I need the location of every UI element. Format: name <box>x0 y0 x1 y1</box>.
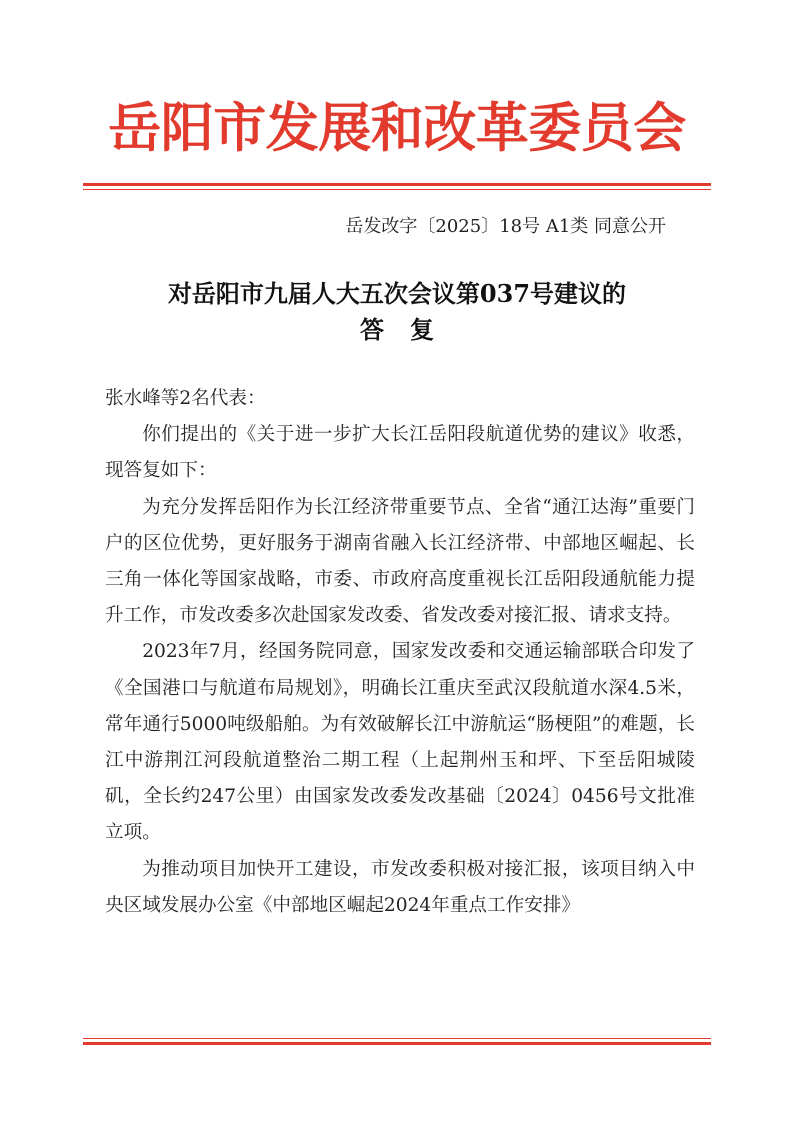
letterhead-title: 岳阳市发展和改革委员会 <box>108 97 686 159</box>
document-title <box>0 276 794 348</box>
document-body <box>105 381 695 924</box>
document-title-line-2: 答复 <box>360 315 460 344</box>
document-title-line-1: 对岳阳市九届人大五次会议第037号建议的 <box>167 279 627 308</box>
document-number: 岳发改字〔2025〕18号 A1类 同意公开 <box>345 216 666 237</box>
body-paragraph: 你们提出的《关于进一步扩大长江岳阳段航道优势的建议》收悉，现答复如下： <box>105 424 695 482</box>
salutation: 张水峰等2名代表： <box>105 388 266 409</box>
footer-red-rule-thin <box>83 1038 711 1039</box>
letterhead-red-rule-thick <box>83 183 711 186</box>
body-paragraph: 为充分发挥岳阳作为长江经济带重要节点、全省“通江达海”重要门户的区位优势，更好服务于湖南省融入长江经济带、中部地区崛起、长三角一体化等国家战略，市委、市政府高度重视长江岳阳段通航能力提升工作，市发改委多次赴国家发改委、省发改委对接汇报、请求支持。 <box>105 496 695 627</box>
body-paragraph: 为推动项目加快开工建设，市发改委积极对接汇报，该项目纳入中央区域发展办公室《中部地区崛起2024年重点工作安排》 <box>105 858 695 916</box>
body-paragraph: 2023年7月，经国务院同意，国家发改委和交通运输部联合印发了《全国港口与航道布局规划》，明确长江重庆至武汉段航道水深4.5米，常年通行5000吨级船舶。为有效破解长江中游航运“肠梗阻”的难题，长江中游荆江河段航道整治二期工程（上起荆州玉和坪、下至岳阳城陵矶，全长约247公里）由国家发改委发改基础〔2024〕0456号文批准立项。 <box>105 641 695 844</box>
letterhead-red-rule-thin <box>83 189 711 190</box>
footer-red-rule-thick <box>83 1042 711 1045</box>
